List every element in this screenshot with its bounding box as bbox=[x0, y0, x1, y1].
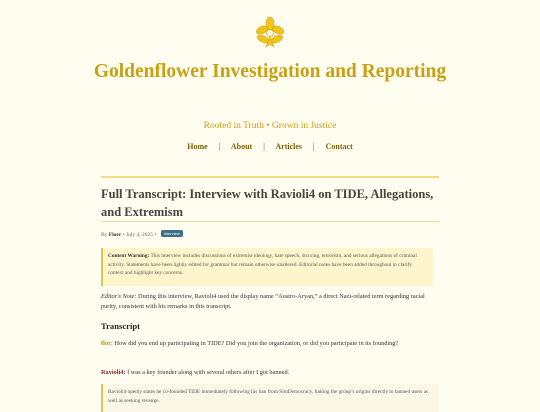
speaker-label: Ravioli4: bbox=[101, 369, 126, 376]
answer-text: I was a key founder along with several others after I got banned. bbox=[127, 369, 290, 376]
title-divider bbox=[101, 221, 439, 222]
transcript-question bbox=[101, 339, 441, 349]
nav-separator: | bbox=[263, 142, 265, 151]
question-text: How did you end up participating in TIDE? Did you join the organization, or did you participate in its founding? bbox=[114, 340, 399, 347]
editors-note-label: Editor's Note: bbox=[101, 293, 137, 300]
nav-about-link[interactable]: About bbox=[230, 142, 253, 151]
nav-contact-link[interactable]: Contact bbox=[325, 142, 353, 151]
editorial-note-box bbox=[101, 384, 439, 412]
transcript-answer bbox=[101, 368, 441, 378]
article-byline bbox=[101, 230, 183, 238]
main-nav bbox=[0, 142, 540, 151]
nav-articles-link[interactable]: Articles bbox=[275, 142, 303, 151]
content-warning-box bbox=[101, 248, 433, 286]
nav-home-link[interactable]: Home bbox=[187, 142, 208, 151]
editorial-note-text: Ravioli4 openly states he co-founded TIDE immediately following his ban from SimDemocracy, linking the group’s origins directly to banned users as well as seeking revenge. bbox=[108, 389, 429, 404]
nav-separator: | bbox=[313, 142, 315, 151]
article-title: Full Transcript: Interview with Ravioli4 on TIDE, Allegations, and Extremism bbox=[101, 187, 434, 219]
article-date: • July 4, 2025 • bbox=[122, 232, 157, 238]
speaker-label: flor: bbox=[101, 340, 113, 347]
transcript-heading: Transcript bbox=[101, 321, 140, 331]
site-tagline: Rooted in Truth • Grown in Justice bbox=[203, 121, 337, 131]
header-divider bbox=[101, 176, 439, 178]
site-title: Goldenflower Investigation and Reporting bbox=[93, 61, 447, 82]
site-logo bbox=[253, 16, 287, 50]
editors-note bbox=[101, 292, 441, 311]
author-name[interactable]: Floer bbox=[108, 232, 122, 238]
category-badge[interactable]: Interview bbox=[161, 230, 183, 237]
editors-note-text: During this interview, Ravioli4 used the display name “Austro-Aryan,” a direct Nazi-related term regarding racial purity, consistent with his remarks in this transcript. bbox=[101, 293, 425, 310]
byline-prefix: By bbox=[101, 232, 108, 238]
nav-separator: | bbox=[218, 142, 221, 151]
content-warning-label: Content Warning: bbox=[108, 253, 150, 259]
golden-flower-icon bbox=[253, 16, 287, 50]
content-warning-text: This interview includes discussions of extremist ideology, hate speech, doxxing, terrorism, and serious allegations of criminal activity. Statements have been lightly edited for grammar but remain otherwise unaltered. Editorial notes have been added throughout to clarify context and highlight key concerns. bbox=[108, 253, 417, 276]
